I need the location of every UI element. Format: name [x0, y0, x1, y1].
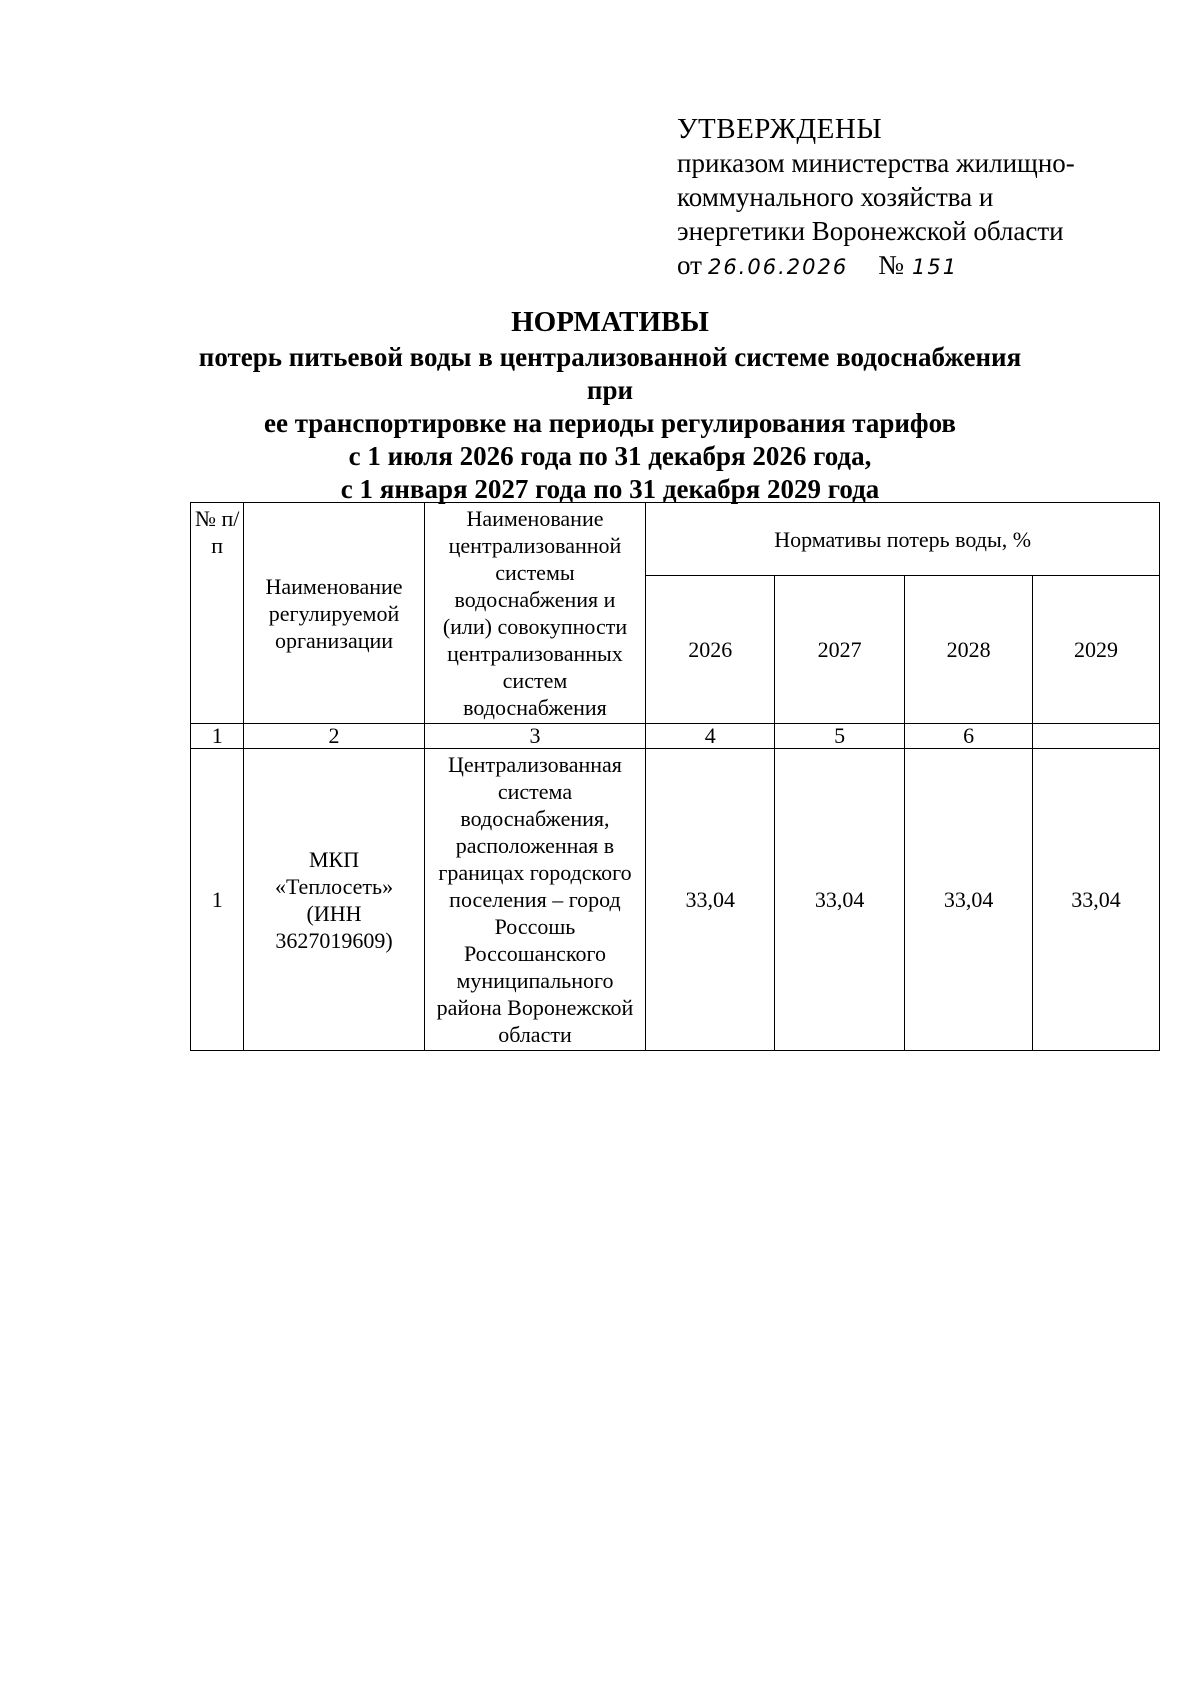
- order-reference: [677, 248, 1137, 284]
- row-system: Централизованная система водоснабжения, расположенная в границах городского поселения – город Россошь Россошанского муниципального района Воронежской области: [424, 749, 646, 1051]
- row-value: 33,04: [646, 749, 775, 1051]
- approval-line-3: энергетики Воронежской области: [677, 216, 1064, 246]
- approval-heading: УТВЕРЖДЕНЫ: [677, 113, 883, 145]
- approval-line-2: коммунального хозяйства и: [677, 182, 994, 212]
- index-cell: 5: [775, 724, 905, 749]
- approval-block: [677, 112, 1137, 284]
- index-cell: 4: [646, 724, 775, 749]
- row-value: 33,04: [775, 749, 905, 1051]
- header-system: Наименование централизованной системы водоснабжения и (или) совокупности централизованных систем водоснабжения: [424, 503, 646, 724]
- index-cell: 1: [191, 724, 244, 749]
- norms-table: [190, 502, 1160, 1051]
- table-row: [191, 749, 1160, 1051]
- order-number-label: №: [878, 250, 904, 280]
- order-number-handwritten: 151: [911, 255, 959, 279]
- index-cell: 2: [244, 724, 424, 749]
- row-value: 33,04: [1033, 749, 1160, 1051]
- header-organization: Наименование регулируемой организации: [244, 503, 424, 724]
- index-cell: 6: [905, 724, 1033, 749]
- index-cell: 3: [424, 724, 646, 749]
- row-num: 1: [191, 749, 244, 1051]
- document-title: НОРМАТИВЫ: [511, 306, 709, 338]
- header-norms: Нормативы потерь воды, %: [646, 503, 1160, 576]
- row-organization: МКП «Теплосеть» (ИНН 3627019609): [244, 749, 424, 1051]
- header-year: 2026: [646, 576, 775, 724]
- document-subtitle-line-1: потерь питьевой воды в централизованной системе водоснабжения при: [198, 342, 1022, 405]
- header-year: 2028: [905, 576, 1033, 724]
- header-year: 2027: [775, 576, 905, 724]
- table-index-row: [191, 724, 1160, 749]
- order-date-label: от: [677, 250, 702, 280]
- document-title-block: [180, 306, 1040, 506]
- row-value: 33,04: [905, 749, 1033, 1051]
- table-header-row: [191, 503, 1160, 576]
- header-year: 2029: [1033, 576, 1160, 724]
- approval-line-1: приказом министерства жилищно-: [677, 148, 1075, 178]
- document-subtitle-line-4: с 1 января 2027 года по 31 декабря 2029 года: [340, 474, 880, 504]
- order-date-handwritten: 26.06.2026: [707, 255, 849, 279]
- index-cell: [1033, 724, 1160, 749]
- document-subtitle-line-2: ее транспортировке на периоды регулирования тарифов: [263, 408, 957, 438]
- document-subtitle-line-3: с 1 июля 2026 года по 31 декабря 2026 года,: [348, 441, 872, 471]
- header-num: № п/п: [191, 503, 244, 724]
